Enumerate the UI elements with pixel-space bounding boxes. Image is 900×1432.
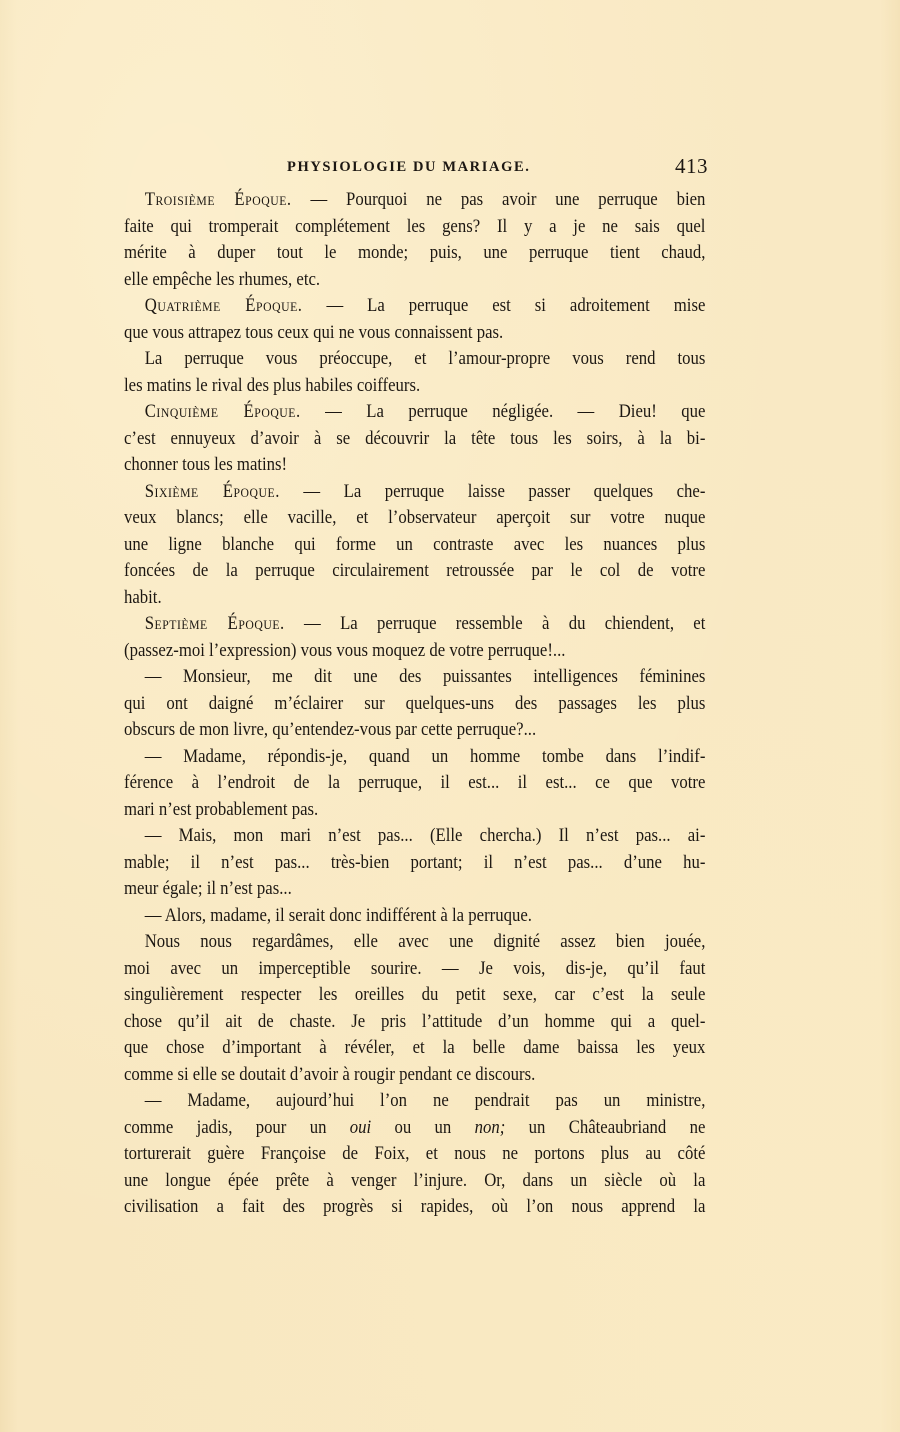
text-line: Nous nous regardâmes, elle avec une dignité assez bien jouée, [144,931,706,952]
epoch-heading: Troisième Époque. [144,189,292,210]
text-line: obscurs de mon livre, qu’entendez-vous par cette perruque?... [124,719,537,740]
dialogue-line: — Madame, aujourd’hui l’on ne pendrait pas un ministre, [144,1090,706,1111]
page-number: 413 [675,154,708,178]
body-text [124,187,706,1221]
text-line: habit. [124,586,162,608]
paragraph-quatrieme-epoque-line: Quatrième Époque. — La perruque est si adroitement mise [144,295,706,316]
text-line: chose qu’il ait de chaste. Je pris l’attitude d’un homme qui a quel- [124,1010,706,1032]
text-line: La perruque vous préoccupe, et l’amour-propre vous rend tous [144,348,706,369]
epoch-heading: Sixième Époque. [144,480,280,502]
text-line: elle empêche les rhumes, etc. [124,268,321,290]
paragraph-cinquieme-epoque-line: Cinquième Époque. — La perruque négligée. — Dieu! que [144,401,706,422]
paragraph-troisieme-epoque-line: Troisième Époque. — Pourquoi ne pas avoir une perruque bien [144,189,706,210]
dialogue-line: — Monsieur, me dit une des puissantes intelligences féminines [144,666,706,687]
text-line: que chose d’important à révéler, et la belle dame baissa les yeux [124,1037,706,1058]
text-line: qui ont daigné m’éclairer sur quelques-uns des passages les plus [124,692,706,714]
dialogue-line: — Mais, mon mari n’est pas... (Elle chercha.) Il n’est pas... ai- [144,825,706,846]
paragraph-sixieme-epoque-line: Sixième Époque. — La perruque laisse passer quelques che- [144,480,706,502]
text-line: singulièrement respecter les oreilles du petit sexe, car c’est la seule [124,984,706,1005]
text-line: c’est ennuyeux d’avoir à se découvrir la tête tous les soirs, à la bi- [124,427,706,449]
text-line: veux blancs; elle vacille, et l’observateur aperçoit sur votre nuque [124,507,706,528]
running-head [124,156,706,184]
text-line: les matins le rival des plus habiles coiffeurs. [124,374,421,396]
dialogue-line: — Madame, répondis-je, quand un homme tombe dans l’indif- [144,745,706,767]
epoch-heading: Quatrième Époque. [144,295,303,316]
text-line: mérite à duper tout le monde; puis, une perruque tient chaud, [124,242,706,263]
text-line: férence à l’endroit de la perruque, il est... il est... ce que votre [124,772,706,793]
paragraph-septieme-epoque-line: Septième Époque. — La perruque ressemble à du chiendent, et [144,613,706,634]
text-line: foncées de la perruque circulairement retroussée par le col de votre [124,560,706,581]
epoch-heading: Cinquième Époque. [144,401,301,422]
text-line: une longue épée prête à venger l’injure. Or, dans un siècle où la [124,1169,706,1191]
text-line: mari n’est probablement pas. [124,798,319,820]
text-line: mable; il n’est pas... très-bien portant; il n’est pas... d’une hu- [124,851,706,873]
running-title: PHYSIOLOGIE DU MARIAGE. [287,159,531,175]
text-line-with-italics: comme jadis, pour un oui ou un non; un Châteaubriand ne [124,1116,706,1138]
dialogue-line: — Alors, madame, il serait donc indifférent à la perruque. [144,904,532,926]
text-line: torturerait guère Françoise de Foix, et nous ne portons plus au côté [124,1143,706,1164]
text-line: civilisation a fait des progrès si rapides, où l’on nous apprend la [124,1196,706,1217]
text-line: (passez-moi l’expression) vous vous moquez de votre perruque!... [124,639,566,661]
text-line: meur égale; il n’est pas... [124,878,292,899]
text-line: faite qui tromperait complétement les gens? Il y a je ne sais quel [124,215,706,237]
epoch-heading: Septième Époque. [144,613,285,634]
text-line: moi avec un imperceptible sourire. — Je vois, dis-je, qu’il faut [124,957,706,979]
text-line: chonner tous les matins! [124,454,288,475]
text-line: comme si elle se doutait d’avoir à rougir pendant ce discours. [124,1063,536,1085]
text-line: que vous attrapez tous ceux qui ne vous connaissent pas. [124,321,504,343]
italic-non: non; [474,1116,506,1138]
text-line: une ligne blanche qui forme un contraste avec les nuances plus [124,533,706,555]
italic-oui: oui [349,1116,372,1138]
